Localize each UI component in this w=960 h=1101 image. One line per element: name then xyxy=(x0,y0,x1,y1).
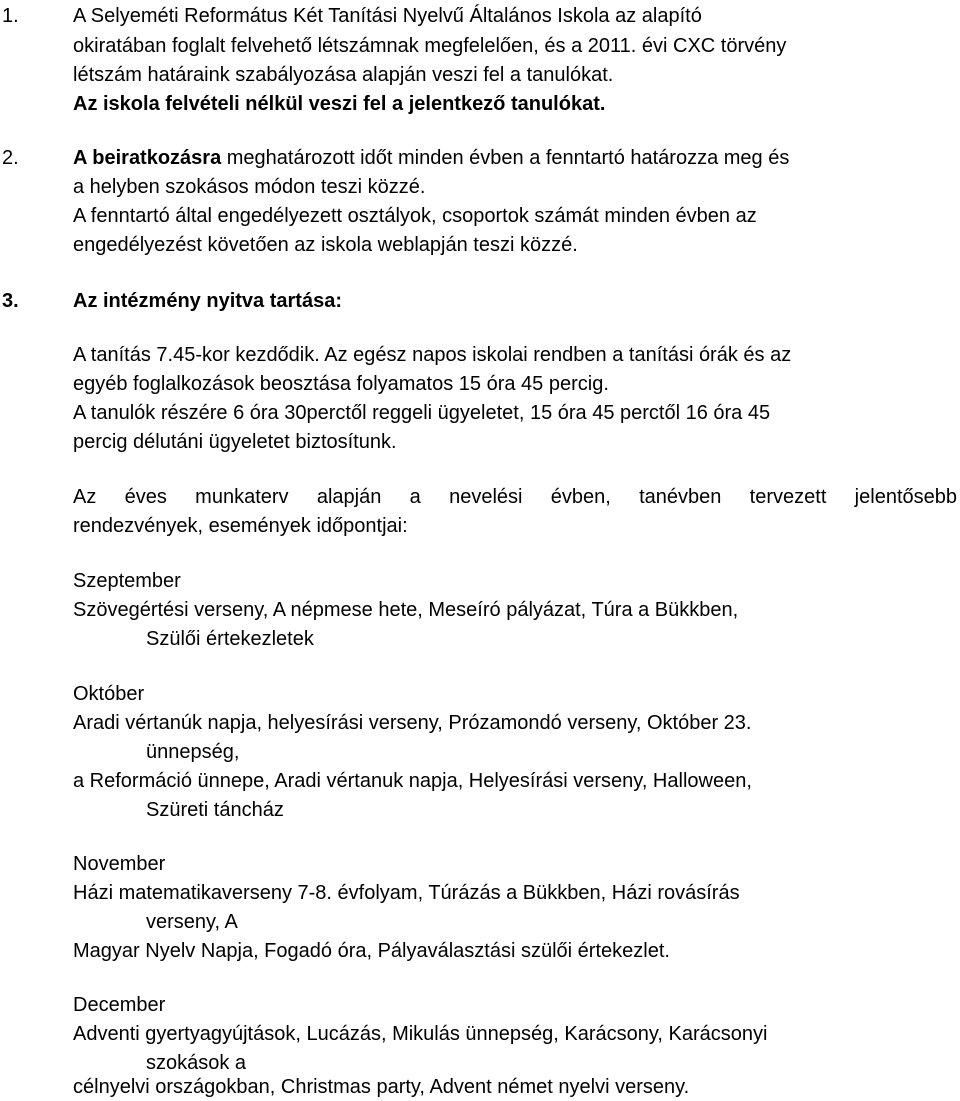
month-heading-november: November xyxy=(73,853,166,875)
section-3-line-2: egyéb foglalkozások beosztása folyamatos 15 óra 45 percig. xyxy=(73,373,609,395)
events-intro-line-2: rendezvények, események időpontjai: xyxy=(73,515,408,537)
section-1-number: 1. xyxy=(2,5,19,27)
september-line-2: Szülői értekezletek xyxy=(146,628,314,650)
month-heading-december: December xyxy=(73,994,166,1016)
october-line-1: Aradi vértanúk napja, helyesírási verseny, Prózamondó verseny, Október 23. xyxy=(73,712,752,734)
november-line-3: Magyar Nyelv Napja, Fogadó óra, Pályaválasztási szülői értekezlet. xyxy=(73,940,670,962)
section-2-line-1 xyxy=(73,146,789,170)
section-2-number: 2. xyxy=(2,147,19,169)
section-1-line-3: létszám határaink szabályozása alapján veszi fel a tanulókat. xyxy=(73,64,614,86)
section-2-line-4: engedélyezést követően az iskola weblapján teszi közzé. xyxy=(73,234,578,256)
month-heading-september: Szeptember xyxy=(73,570,181,592)
month-heading-october: Október xyxy=(73,683,145,705)
november-line-1: Házi matematikaverseny 7-8. évfolyam, Túrázás a Bükkben, Házi rovásírás xyxy=(73,882,740,904)
section-2-line-1-rest: meghatározott időt minden évben a fenntartó határozza meg és xyxy=(221,147,790,169)
section-2-line-3: A fenntartó által engedélyezett osztályok, csoportok számát minden évben az xyxy=(73,205,757,227)
section-1-bold-line: Az iskola felvételi nélkül veszi fel a jelentkező tanulókat. xyxy=(73,93,606,115)
section-3-line-3: A tanulók részére 6 óra 30perctől reggeli ügyeletet, 15 óra 45 perctől 16 óra 45 xyxy=(73,402,771,424)
section-3-number: 3. xyxy=(2,290,19,312)
section-1-line-1: A Selyeméti Református Két Tanítási Nyelvű Általános Iskola az alapító xyxy=(73,5,702,27)
october-line-2: ünnepség, xyxy=(146,741,240,763)
october-line-3: a Reformáció ünnepe, Aradi vértanuk napja, Helyesírási verseny, Halloween, xyxy=(73,770,752,792)
september-line-1: Szövegértési verseny, A népmese hete, Meseíró pályázat, Túra a Bükkben, xyxy=(73,599,739,621)
section-2-line-2: a helyben szokásos módon teszi közzé. xyxy=(73,176,426,198)
december-line-1: Adventi gyertyagyújtások, Lucázás, Mikulás ünnepség, Karácsony, Karácsonyi xyxy=(73,1023,768,1045)
october-line-4: Szüreti táncház xyxy=(146,799,284,821)
december-line-2: szokások a xyxy=(146,1052,247,1074)
events-intro-line-1: Az éves munkaterv alapján a nevelési évben, tanévben tervezett jelentősebb xyxy=(73,486,957,508)
section-2-bold-lead: A beiratkozásra xyxy=(73,147,222,169)
section-1-line-2: okiratában foglalt felvehető létszámnak megfelelően, és a 2011. évi CXC törvény xyxy=(73,35,787,57)
december-line-3: célnyelvi országokban, Christmas party, Advent német nyelvi verseny. xyxy=(73,1076,690,1098)
section-3-line-1: A tanítás 7.45-kor kezdődik. Az egész napos iskolai rendben a tanítási órák és az xyxy=(73,344,792,366)
november-line-2: verseny, A xyxy=(146,911,238,933)
section-3-heading: Az intézmény nyitva tartása: xyxy=(73,290,342,312)
section-3-line-4: percig délutáni ügyeletet biztosítunk. xyxy=(73,431,397,453)
